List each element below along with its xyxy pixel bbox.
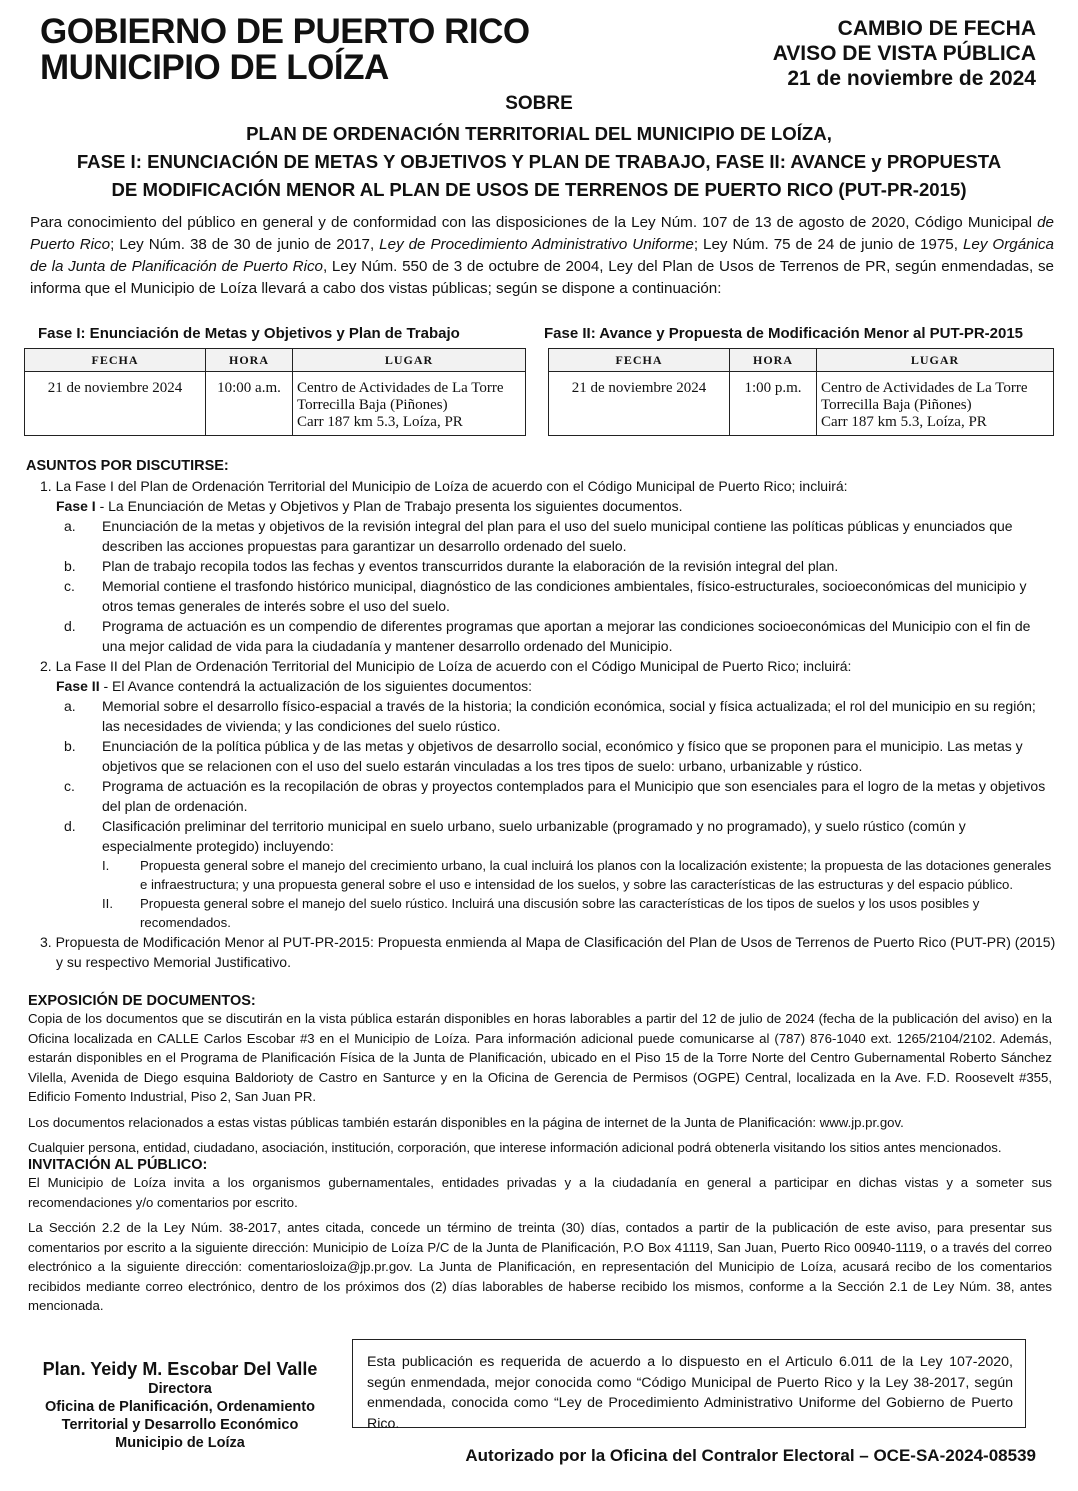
lugar-line: Carr 187 km 5.3, Loíza, PR (297, 414, 463, 430)
list-item (26, 576, 1056, 616)
cell-lugar (293, 372, 526, 436)
item-text: Propuesta general sobre el manejo del suelo rústico. Incluirá una discusión sobre las características de los tipos de suelos y los usos posibles y recomendados. (140, 896, 980, 930)
agenda-title: ASUNTOS POR DISCUTIRSE: (26, 458, 229, 474)
date-change-header (773, 16, 1036, 91)
item-text: Clasificación preliminar del territorio municipal en suelo urbano, suelo urbanizable (programado y no programado), y suelo rústico (común y especialmente protegido) incluyendo: (102, 818, 966, 854)
lugar-line: Carr 187 km 5.3, Loíza, PR (821, 414, 987, 430)
item-text: Propuesta general sobre el manejo del crecimiento urbano, la cual incluirá los planos con la localización existente; la propuesta de las dotaciones generales e infraestructura; y una propuesta general sobre el uso e intensidad de los suelos, y sobre las características de las estructuras y del espacio público. (140, 858, 1052, 892)
item-label: b. (64, 558, 76, 574)
col-lugar: LUGAR (817, 349, 1054, 372)
fase2-intro (26, 676, 1056, 696)
item-label: b. (64, 738, 76, 754)
lugar-line: Centro de Actividades de La Torre (821, 380, 1028, 396)
agenda-item-2: 2. La Fase II del Plan de Ordenación Territorial del Municipio de Loíza de acuerdo con el Código Municipal de Puerto Rico; incluirá: (40, 658, 852, 674)
list-item (26, 894, 1056, 932)
intro-text: ; Ley Núm. 75 de 24 de junio de 1975, (693, 236, 963, 253)
signatory-name: Plan. Yeidy M. Escobar Del Valle (42, 1359, 318, 1379)
item-text: Enunciación de la metas y objetivos de la revisión integral del plan para el uso del suelo municipal contiene las políticas públicas y enunciados que describen las acciones propuestas para garantizar un desarrollo ordenado del suelo. (102, 518, 1013, 554)
table-row (549, 372, 1054, 436)
invitation-title: INVITACIÓN AL PÚBLICO: (28, 1157, 208, 1173)
signatory-office: Oficina de Planificación, Ordenamiento (45, 1399, 315, 1415)
list-item (26, 776, 1056, 816)
item-label: d. (64, 818, 76, 834)
agenda-item-1: 1. La Fase I del Plan de Ordenación Territorial del Municipio de Loíza de acuerdo con el Código Municipal de Puerto Rico; incluirá: (40, 478, 848, 494)
authorization-line: Autorizado por la Oficina del Contralor Electoral – OCE-SA-2024-08539 (465, 1446, 1036, 1465)
item-text: Programa de actuación es la recopilación de obras y proyectos contemplados para el Municipio que son esenciales para el logro de la metas y objetivos del plan de ordenación. (102, 778, 1046, 814)
signatory-office: Territorial y Desarrollo Económico (61, 1417, 299, 1433)
signature-block (40, 1358, 320, 1452)
intro-italic: Ley de Procedimiento Administrativo Uniforme (379, 236, 694, 253)
cell-hora: 1:00 p.m. (730, 372, 817, 436)
list-item (26, 696, 1056, 736)
list-item (26, 736, 1056, 776)
intro-italic: de Puerto Rico (30, 214, 1054, 253)
plan-title-line: DE MODIFICACIÓN MENOR AL PLAN DE USOS DE TERRENOS DE PUERTO RICO (PUT-PR-2015) (111, 179, 967, 200)
fase1-label: Fase I (56, 498, 96, 514)
exposition-paragraph: Copia de los documentos que se discutirán en la vista pública estarán disponibles en horas laborables a partir del 12 de julio de 2024 (fecha de la publicación del aviso) en la Oficina localizada en CALLE Carlos Escobar #3 en el Municipio de Loíza. Para información adicional puede comunicarse al (787) 876-1040 ext. 1265/2104/2102. Además, estarán disponibles en el Programa de Planificación Física de la Junta de Planificación, ubicado en el Piso 15 de la Torre Norte del Centro Gubernamental Roberto Sánchez Vilella, Avenida de Diego esquina Baldorioty de Castro en Santurce y en la Oficina de Gerencia de Permisos (OGPE) Central, localizada en la Ave. F.D. Roosevelt #355, Edificio Fomento Industrial, Piso 2, San Juan PR. (28, 1011, 1052, 1104)
item-label: a. (64, 698, 76, 714)
lugar-line: Centro de Actividades de La Torre (297, 380, 504, 396)
item-text: Memorial contiene el trasfondo histórico municipal, diagnóstico de las condiciones ambientales, físico-estructurales, socioeconómicas del municipio y otros temas generales de interés sobre el uso del suelo. (102, 578, 1027, 614)
exposition-paragraph: Cualquier persona, entidad, ciudadano, asociación, institución, corporación, que interese información adicional podrá obtenerla visitando los sitios antes mencionados. (28, 1140, 1002, 1155)
invitation-paragraph: El Municipio de Loíza invita a los organismos gubernamentales, entidades privadas y a la ciudadanía en general a participar en dichas vistas y a someter sus recomendaciones y/o comentarios por escrito. (28, 1175, 1052, 1210)
invitation-paragraph: La Sección 2.2 de la Ley Núm. 38-2017, antes citada, concede un término de treinta (30) días, contados a partir de la publicación de este aviso, para presentar sus comentarios por escrito a la siguiente dirección: Municipio de Loíza P/C de la Junta de Planificación, P.O Box 41119, San Juan, Puerto Rico 00940-1119, o a través del correo electrónico a la siguiente dirección: comentariosloiza@jp.pr.gov. La Junta de Planificación, en representación del Municipio de Loíza, acusará recibo de los comentarios recibidos mediante correo electrónico, dentro de los próximos dos (2) días laborables de haberse recibido los mismos, conforme a la Sección 2.1 de Ley Núm. 38, antes mencionada. (28, 1220, 1052, 1313)
date-change-label: CAMBIO DE FECHA (837, 17, 1036, 40)
intro-text: Para conocimiento del público en general y de conformidad con las disposiciones de la Ley Núm. 107 de 13 de agosto de 2020, Código Municipal (30, 214, 1038, 231)
list-item (26, 816, 1056, 856)
item-label: I. (102, 858, 110, 873)
agenda-section (26, 456, 1056, 972)
fase2-schedule-table (548, 348, 1054, 436)
invitation-section (28, 1157, 1052, 1316)
col-lugar: LUGAR (293, 349, 526, 372)
exposition-section (28, 993, 1052, 1158)
sobre-label: SOBRE (505, 93, 573, 114)
intro-paragraph (30, 212, 1054, 300)
item-text: Enunciación de la política pública y de las metas y objetivos de desarrollo social, económico y físico que se proponen para el municipio. Las metas y objetivos que se relacionen con el uso del suelo estarán vinculadas a los tres tipos de suelo: urbano, urbanizable y rústico. (102, 738, 1023, 774)
table-header-row (25, 349, 526, 372)
table-row (25, 372, 526, 436)
col-fecha: FECHA (25, 349, 206, 372)
notice-type: AVISO DE VISTA PÚBLICA (772, 42, 1036, 65)
col-hora: HORA (730, 349, 817, 372)
intro-text: , Ley Núm. 550 de 3 de octubre de 2004, Ley del Plan de Usos de Terrenos de PR, según enmendadas, se informa que el Municipio de Loíza llevará a cabo dos vistas públicas; según se dispone a continuación: (30, 258, 1054, 297)
item-label: c. (64, 778, 75, 794)
plan-title-line: PLAN DE ORDENACIÓN TERRITORIAL DEL MUNICIPIO DE LOÍZA, (246, 123, 832, 144)
plan-title (14, 120, 1064, 204)
notice-date: 21 de noviembre de 2024 (787, 67, 1036, 90)
fase2-heading: Fase II: Avance y Propuesta de Modificación Menor al PUT-PR-2015 (544, 325, 1024, 342)
item-text: Plan de trabajo recopila todos las fechas y eventos transcurridos durante la elaboración de la revisión integral del plan. (102, 558, 839, 574)
fase1-heading: Fase I: Enunciación de Metas y Objetivos y Plan de Trabajo (38, 325, 460, 342)
lugar-line: Torrecilla Baja (Piñones) (297, 397, 448, 413)
col-hora: HORA (206, 349, 293, 372)
cell-lugar (817, 372, 1054, 436)
col-fecha: FECHA (549, 349, 730, 372)
cell-hora: 10:00 a.m. (206, 372, 293, 436)
municipality-name: MUNICIPIO DE LOÍZA (40, 48, 389, 87)
lugar-line: Torrecilla Baja (Piñones) (821, 397, 972, 413)
item-label: c. (64, 578, 75, 594)
list-item (26, 856, 1056, 894)
list-item (26, 516, 1056, 556)
plan-title-line: FASE I: ENUNCIACIÓN DE METAS Y OBJETIVOS Y PLAN DE TRABAJO, FASE II: AVANCE y PROPUESTA (76, 151, 1002, 172)
table-header-row (549, 349, 1054, 372)
government-header (40, 14, 530, 86)
cell-fecha: 21 de noviembre 2024 (25, 372, 206, 436)
fase2-label: Fase II (56, 678, 100, 694)
fase1-schedule-table (24, 348, 526, 436)
signatory-title: Directora (148, 1381, 212, 1397)
item-text: Memorial sobre el desarrollo físico-espacial a través de la historia; la condición económica, social y física actualizada; el rol del municipio en su región; las necesidades de vivienda; y las condiciones del suelo rústico. (102, 698, 1036, 734)
legal-notice-box: Esta publicación es requerida de acuerdo a lo dispuesto en el Articulo 6.011 de la Ley 107-2020, según enmendada, mejor conocida como “Código Municipal de Puerto Rico y la Ley 38-2017, según enmendada, conocida como “Ley de Procedimiento Administrativo Uniforme del Gobierno de Puerto Rico. (352, 1339, 1026, 1428)
fase1-intro (26, 496, 1056, 516)
item-label: a. (64, 518, 76, 534)
list-item (26, 556, 1056, 576)
exposition-paragraph: Los documentos relacionados a estas vistas públicas también estarán disponibles en la página de internet de la Junta de Planificación: www.jp.pr.gov. (28, 1114, 904, 1130)
item-text: Programa de actuación es un compendio de diferentes programas que aportan a mejorar las condiciones socioeconómicas del Municipio con el fin de una mejor calidad de vida para la ciudadanía y mantener desarrollo ordenado del Municipio. (102, 618, 1031, 654)
list-item (26, 616, 1056, 656)
intro-text: ; Ley Núm. 38 de 30 de junio de 2017, (110, 236, 380, 253)
exposition-title: EXPOSICIÓN DE DOCUMENTOS: (28, 993, 256, 1009)
cell-fecha: 21 de noviembre 2024 (549, 372, 730, 436)
item-label: II. (102, 896, 113, 911)
intro-italic: Ley Orgánica de la Junta de Planificación de Puerto Rico (30, 236, 1055, 275)
government-name: GOBIERNO DE PUERTO RICO (40, 12, 530, 51)
agenda-item-3: 3. Propuesta de Modificación Menor al PUT-PR-2015: Propuesta enmienda al Mapa de Clasificación del Plan de Usos de Terrenos de Puerto Rico (PUT-PR) (2015) y su respectivo Memorial Justificativo. (40, 934, 1056, 970)
fase1-text: - La Enunciación de Metas y Objetivos y Plan de Trabajo presenta los siguientes documentos. (95, 498, 683, 514)
item-label: d. (64, 618, 76, 634)
fase2-text: - El Avance contendrá la actualización de los siguientes documentos: (99, 678, 533, 694)
signatory-office: Municipio de Loíza (115, 1435, 245, 1451)
